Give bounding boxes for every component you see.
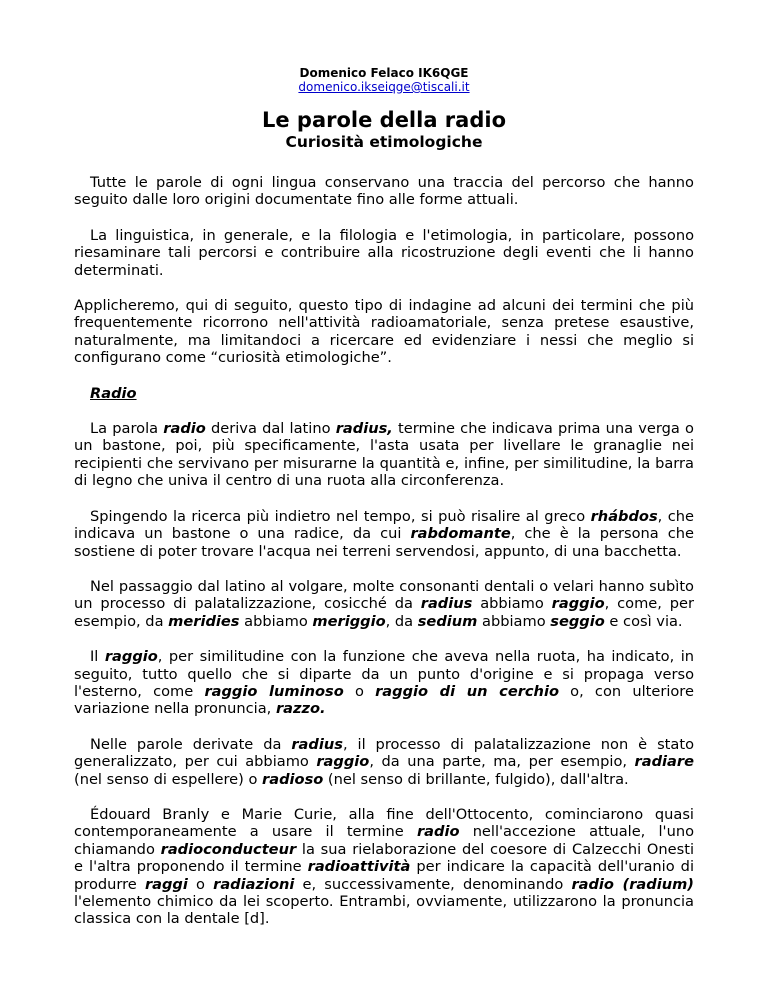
emphasized-term: radio	[416, 823, 460, 841]
section-paragraph-6	[74, 806, 694, 928]
text-run: o	[343, 682, 376, 700]
emphasized-term: radiazioni	[213, 875, 295, 893]
emphasized-term: radiare	[634, 753, 694, 771]
emphasized-term: radius	[291, 735, 343, 753]
section-paragraph-4	[74, 648, 694, 718]
text-run: La parola	[90, 420, 164, 438]
document-header	[74, 66, 694, 151]
section-body	[74, 420, 694, 928]
emphasized-term: radius,	[335, 420, 393, 438]
author-name: Domenico Felaco IK6QGE	[299, 66, 469, 80]
text-run: Nelle parole derivate da	[90, 735, 292, 753]
text-run: , che indicava un bastone o una radice, da cui	[74, 507, 695, 543]
document-subtitle: Curiosità etimologiche	[285, 133, 483, 151]
emphasized-term: meriggio	[312, 612, 386, 630]
text-run: , che è la persona che sostiene di poter trovare l'acqua nei terreni servendosi, appunto, di una bacchetta.	[74, 525, 694, 560]
intro-paragraph-3: Applicheremo, qui di seguito, questo tipo di indagine ad alcuni dei termini che più frequentemente ricorrono nell'attività radioamatoriale, senza pretese esaustive, naturalmente, ma limitandoci a ricercare ed evidenziare i nessi che meglio si configurano come “curiosità etimologiche”.	[74, 297, 694, 367]
text-run: termine che indicava prima una verga o un bastone, poi, più specificamente, l'asta usata per livellare le granaglie nei recipienti che servivano per misurarne la quantità e, infine, per similitudine, la barra di legno che univa il centro di una ruota alla circonferenza.	[74, 420, 694, 490]
emphasized-term: raggi	[144, 875, 188, 893]
text-run: o, con ulteriore variazione nella pronuncia,	[74, 682, 694, 718]
text-run: abbiamo	[472, 595, 552, 613]
intro-paragraph-1: Tutte le parole di ogni lingua conservano una traccia del percorso che hanno seguito dalle loro origini documentate fino alle forme attuali.	[74, 174, 694, 209]
text-run: Il	[90, 648, 105, 666]
text-run: per indicare la capacità dell'uranio di produrre	[74, 858, 694, 893]
emphasized-term: sedium	[417, 612, 478, 630]
text-run: , da una parte, ma, per esempio,	[369, 753, 635, 771]
text-run: e così via.	[604, 612, 683, 630]
emphasized-term: rhábdos	[590, 507, 658, 525]
emphasized-term: meridies	[168, 612, 240, 630]
section-paragraph-2	[74, 508, 694, 560]
emphasized-term: raggio	[316, 753, 370, 771]
emphasized-term: raggio di un cerchio	[375, 682, 559, 700]
text-run: abbiamo	[239, 612, 313, 630]
text-run: , da	[385, 612, 418, 630]
document-title: Le parole della radio	[261, 108, 506, 132]
text-run: Spingendo la ricerca più indietro nel tempo, si può risalire al greco	[90, 507, 591, 525]
emphasized-term: seggio	[550, 612, 605, 630]
emphasized-term: radio	[163, 420, 206, 438]
text-run: (nel senso di brillante, fulgido), dall'altra.	[323, 770, 629, 788]
text-run: Nel passaggio dal latino al volgare, molte consonanti dentali o velari hanno subìto un processo di palatalizzazione, cosicché da	[74, 577, 694, 613]
emphasized-term: radioconducteur	[160, 840, 297, 858]
text-run: deriva dal latino	[205, 420, 336, 438]
text-run: nell'accezione attuale, l'uno chiamando	[74, 823, 694, 858]
emphasized-term: radioattività	[307, 858, 411, 876]
section-paragraph-1	[74, 420, 694, 490]
section-heading-radio: Radio	[90, 384, 137, 402]
author-email-link[interactable]: domenico.ikseiqge@tiscali.it	[298, 80, 470, 94]
emphasized-term: raggio luminoso	[204, 682, 344, 700]
text-run: , per similitudine con la funzione che aveva nella ruota, ha indicato, in seguito, tutto quello che si diparte da un punto d'origine e si propaga verso l'esterno, come	[74, 648, 694, 700]
text-run: la sua rielaborazione del coesore di Calzecchi Onesti e l'altra proponendo il termine	[74, 840, 694, 876]
text-run: , il processo di palatalizzazione non è stato generalizzato, per cui abbiamo	[74, 735, 694, 771]
intro-paragraph-2: La linguistica, in generale, e la filologia e l'etimologia, in particolare, possono riesaminare tali percorsi e contribuire alla ricostruzione degli eventi che li hanno determinati.	[74, 226, 694, 279]
section-paragraph-3	[74, 578, 694, 630]
section-paragraph-5	[74, 736, 694, 788]
text-run: abbiamo	[477, 612, 551, 630]
text-run: Édouard Branly e Marie Curie, alla fine dell'Ottocento, cominciarono quasi contemporaneamente a usare il termine	[74, 805, 694, 841]
emphasized-term: raggio	[551, 595, 605, 613]
emphasized-term: rabdomante	[410, 525, 511, 543]
text-run: , come, per esempio, da	[74, 595, 694, 630]
text-run: e, successivamente, denominando	[294, 875, 572, 893]
emphasized-term: radius	[420, 595, 473, 613]
emphasized-term: razzo.	[275, 700, 326, 718]
emphasized-term: radioso	[262, 770, 324, 788]
emphasized-term: raggio	[104, 648, 158, 666]
text-run: (nel senso di espellere) o	[74, 770, 263, 788]
text-run: o	[187, 875, 214, 893]
emphasized-term: radio (radium)	[571, 875, 694, 893]
text-run: l'elemento chimico da lei scoperto. Entrambi, ovviamente, utilizzarono la pronuncia classica con la dentale [d].	[74, 893, 694, 928]
document-page	[74, 66, 694, 928]
